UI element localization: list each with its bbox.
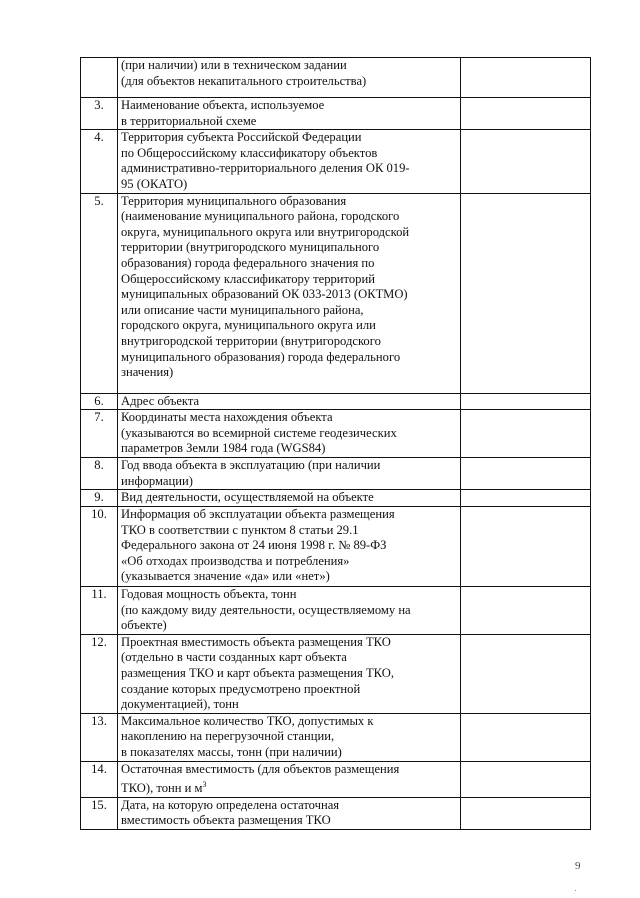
row-number: 6. — [81, 393, 118, 410]
row-number: 9. — [81, 490, 118, 507]
row-text: Адрес объекта — [121, 393, 200, 408]
row-text-cell — [118, 58, 461, 98]
row-text: Вид деятельности, осуществляемой на объекте — [121, 490, 374, 505]
value-cell — [461, 58, 591, 98]
table-row — [81, 393, 591, 410]
row-text-cell — [118, 634, 461, 713]
row-text: Территория субъекта Российской Федерации по Общероссийскому классификатору объектов административно-территориального деления ОК 019- 95 (ОКАТО) — [121, 130, 410, 191]
row-text: Годовая мощность объекта, тонн (по каждому виду деятельности, осуществляемому на объекте) — [121, 586, 411, 633]
table-row — [81, 586, 591, 634]
document-table — [80, 57, 591, 830]
value-cell — [461, 713, 591, 761]
row-text: Максимальное количество ТКО, допустимых к накоплению на перегрузочной станции, в показателях массы, тонн (при наличии) — [121, 713, 374, 759]
row-number: 14. — [81, 761, 118, 797]
row-text-cell — [118, 193, 461, 393]
row-number: 11. — [81, 586, 118, 634]
row-number: 10. — [81, 506, 118, 586]
row-text: (при наличии) или в техническом задании (для объектов некапитального строительства) — [121, 58, 367, 88]
value-cell — [461, 98, 591, 130]
table-row — [81, 193, 591, 393]
row-number: 5. — [81, 193, 118, 393]
row-number: 3. — [81, 98, 118, 130]
row-text: Территория муниципального образования (наименование муниципального района, городского округа, муниципального округа или внутригородской территории (внутригородского муниципального образования) города федерального значения по Общероссийскому классификатору территорий муниципальных образований ОК 033-2013 (ОКТМО) или описание части муниципального района, городского округа, муниципального округа или внутригородской территории (внутригородского муниципального образования) города федерального значения) — [121, 193, 410, 380]
value-cell — [461, 506, 591, 586]
row-text-cell — [118, 458, 461, 490]
row-number: 15. — [81, 797, 118, 829]
row-text: Проектная вместимость объекта размещения ТКО (отдельно в части созданных карт объекта размещения ТКО и карт объекта размещения ТКО, создание которых предусмотрено проектной документацией), тонн — [121, 634, 394, 712]
row-text-cell — [118, 490, 461, 507]
table-row — [81, 410, 591, 458]
row-text-cell — [118, 586, 461, 634]
table-row — [81, 506, 591, 586]
row-text-cell — [118, 797, 461, 829]
row-text-cell — [118, 761, 461, 797]
row-number: 12. — [81, 634, 118, 713]
value-cell — [461, 634, 591, 713]
row-text-cell — [118, 713, 461, 761]
row-text-cell — [118, 98, 461, 130]
value-cell — [461, 586, 591, 634]
row-text: Дата, на которую определена остаточная вместимость объекта размещения ТКО — [121, 797, 340, 828]
row-text-cell — [118, 410, 461, 458]
row-number: 4. — [81, 130, 118, 193]
row-number: 13. — [81, 713, 118, 761]
table-row — [81, 98, 591, 130]
table-row — [81, 458, 591, 490]
table-body — [81, 58, 591, 830]
page-number: 9 — [575, 860, 581, 872]
row-text-cell — [118, 393, 461, 410]
row-text-cell — [118, 130, 461, 193]
table-row — [81, 713, 591, 761]
row-number: 8. — [81, 458, 118, 490]
row-number: 7. — [81, 410, 118, 458]
value-cell — [461, 797, 591, 829]
row-text: Год ввода объекта в эксплуатацию (при наличии информации) — [121, 458, 381, 488]
row-number — [81, 58, 118, 98]
value-cell — [461, 458, 591, 490]
row-text: Остаточная вместимость (для объектов размещения ТКО), тонн и м — [121, 761, 400, 796]
row-text: Информация об эксплуатации объекта размещения ТКО в соответствии с пунктом 8 статьи 29.1 Федерального закона от 24 июня 1998 г. № 89-ФЗ «Об отходах производства и потребления» (указывается значение «да» или «нет») — [121, 506, 395, 584]
row-text-cell — [118, 506, 461, 586]
value-cell — [461, 410, 591, 458]
value-cell — [461, 193, 591, 393]
row-text: Наименование объекта, используемое в территориальной схеме — [121, 98, 325, 128]
scan-mark: . — [574, 884, 577, 894]
table-row — [81, 634, 591, 713]
value-cell — [461, 761, 591, 797]
value-cell — [461, 130, 591, 193]
table-row — [81, 797, 591, 829]
table-row — [81, 58, 591, 98]
table-row — [81, 490, 591, 507]
superscript: 3 — [202, 780, 207, 790]
value-cell — [461, 490, 591, 507]
table-row — [81, 130, 591, 193]
table-row — [81, 761, 591, 797]
row-text: Координаты места нахождения объекта (указываются во всемирной системе геодезических параметров Земли 1984 года (WGS84) — [121, 410, 397, 456]
value-cell — [461, 393, 591, 410]
